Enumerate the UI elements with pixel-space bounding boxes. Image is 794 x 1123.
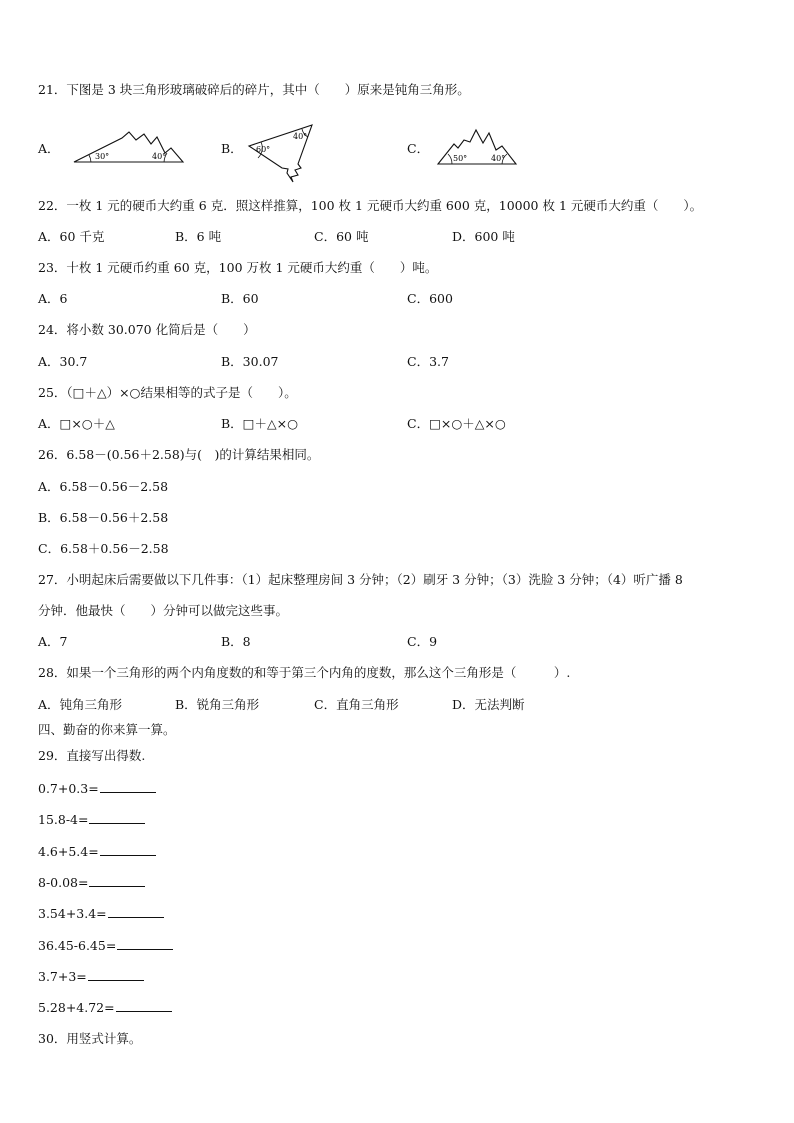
q26-stem: 26．6.58－(0.56＋2.58)与( )的计算结果相同。 <box>38 447 320 462</box>
q25-option-a[interactable]: A．□×○＋△ <box>38 416 115 431</box>
q29-item-3-expr: 4.6+5.4= <box>38 844 99 859</box>
q21-figure-a <box>72 128 188 168</box>
q29-item-8-expr: 5.28+4.72= <box>38 1000 115 1015</box>
q21-fig-a-angle-1: 30° <box>95 152 110 161</box>
q29-item-1-answer-blank[interactable] <box>100 780 156 793</box>
q26-option-b[interactable]: B．6.58－0.56＋2.58 <box>38 510 169 525</box>
q26-option-c[interactable]: C．6.58＋0.56－2.58 <box>38 541 169 556</box>
q23-option-b[interactable]: B．60 <box>221 291 259 306</box>
q25-stem: 25．（□＋△）×○结果相等的式子是（ ）。 <box>38 385 297 400</box>
q28-option-a[interactable]: A．钝角三角形 <box>38 697 123 712</box>
q25-option-c[interactable]: C．□×○＋△×○ <box>407 416 506 431</box>
q24-stem: 24．将小数 30.070 化简后是（ ） <box>38 322 256 337</box>
q23-stem: 23．十枚 1 元硬币约重 60 克，100 万枚 1 元硬币大约重（ ）吨。 <box>38 260 438 275</box>
q25-option-b[interactable]: B．□＋△×○ <box>221 416 298 431</box>
q29-item-1 <box>38 780 156 797</box>
q29-item-8 <box>38 999 172 1016</box>
q24-option-a[interactable]: A．30.7 <box>38 354 88 369</box>
q30-stem: 30．用竖式计算。 <box>38 1031 142 1046</box>
q27-option-a[interactable]: A．7 <box>38 634 68 649</box>
q29-item-4-expr: 8-0.08= <box>38 875 89 890</box>
q29-item-6-answer-blank[interactable] <box>117 937 173 950</box>
q21-option-c-label[interactable]: C． <box>407 141 430 156</box>
q28-option-d[interactable]: D．无法判断 <box>452 697 525 712</box>
q29-item-1-expr: 0.7+0.3= <box>38 781 99 796</box>
q21-option-b-label[interactable]: B． <box>221 141 243 156</box>
q29-item-6-expr: 36.45-6.45= <box>38 938 117 953</box>
q21-figure-b <box>246 122 316 184</box>
q23-option-c[interactable]: C．600 <box>407 291 453 306</box>
q27-stem-line-2: 分钟．他最快（ ）分钟可以做完这些事。 <box>38 603 289 618</box>
q27-stem-line-1: 27．小明起床后需要做以下几件事：（1）起床整理房间 3 分钟；（2）刷牙 3 分钟；（3）洗脸 3 分钟；（4）听广播 8 <box>38 572 683 587</box>
q29-item-5-answer-blank[interactable] <box>108 905 164 918</box>
q21-option-a-label[interactable]: A． <box>38 141 60 156</box>
q29-item-7-expr: 3.7+3= <box>38 969 87 984</box>
q28-option-b[interactable]: B．锐角三角形 <box>175 697 260 712</box>
q29-item-8-answer-blank[interactable] <box>116 999 172 1012</box>
q21-fig-b-angle-1: 60° <box>256 145 271 154</box>
q29-item-2 <box>38 811 145 828</box>
q29-stem: 29．直接写出得数. <box>38 748 146 763</box>
q21-stem: 21．下图是 3 块三角形玻璃破碎后的碎片，其中（ ）原来是钝角三角形。 <box>38 82 470 97</box>
q29-item-5 <box>38 905 164 922</box>
q29-item-5-expr: 3.54+3.4= <box>38 906 107 921</box>
q29-item-7 <box>38 968 144 985</box>
q21-fig-b-angle-2: 40° <box>293 132 308 141</box>
q27-option-c[interactable]: C．9 <box>407 634 438 649</box>
q22-stem: 22．一枚 1 元的硬币大约重 6 克．照这样推算，100 枚 1 元硬币大约重 600 克，10000 枚 1 元硬币大约重（ ）。 <box>38 198 703 213</box>
q28-option-c[interactable]: C．直角三角形 <box>314 697 399 712</box>
q29-item-2-answer-blank[interactable] <box>89 811 145 824</box>
q29-item-7-answer-blank[interactable] <box>88 968 144 981</box>
q22-option-c[interactable]: C．60 吨 <box>314 229 369 244</box>
section-4-heading: 四、勤奋的你来算一算。 <box>38 722 176 737</box>
q22-option-b[interactable]: B．6 吨 <box>175 229 222 244</box>
q27-option-b[interactable]: B．8 <box>221 634 251 649</box>
q22-option-d[interactable]: D．600 吨 <box>452 229 515 244</box>
q24-option-c[interactable]: C．3.7 <box>407 354 449 369</box>
q29-item-6 <box>38 937 173 954</box>
q29-item-4 <box>38 874 145 891</box>
q29-item-3 <box>38 843 156 860</box>
q26-option-a[interactable]: A．6.58－0.56－2.58 <box>38 479 169 494</box>
q21-fig-c-angle-1: 50° <box>453 154 468 163</box>
q23-option-a[interactable]: A．6 <box>38 291 68 306</box>
q24-option-b[interactable]: B．30.07 <box>221 354 279 369</box>
q21-figure-c <box>436 128 520 170</box>
q29-item-2-expr: 15.8-4= <box>38 812 89 827</box>
q21-fig-c-angle-2: 40° <box>491 154 506 163</box>
q21-fig-a-angle-2: 40° <box>152 152 167 161</box>
q29-item-3-answer-blank[interactable] <box>100 843 156 856</box>
q29-item-4-answer-blank[interactable] <box>89 874 145 887</box>
q22-option-a[interactable]: A．60 千克 <box>38 229 105 244</box>
q28-stem: 28．如果一个三角形的两个内角度数的和等于第三个内角的度数，那么这个三角形是（ ）. <box>38 665 571 680</box>
